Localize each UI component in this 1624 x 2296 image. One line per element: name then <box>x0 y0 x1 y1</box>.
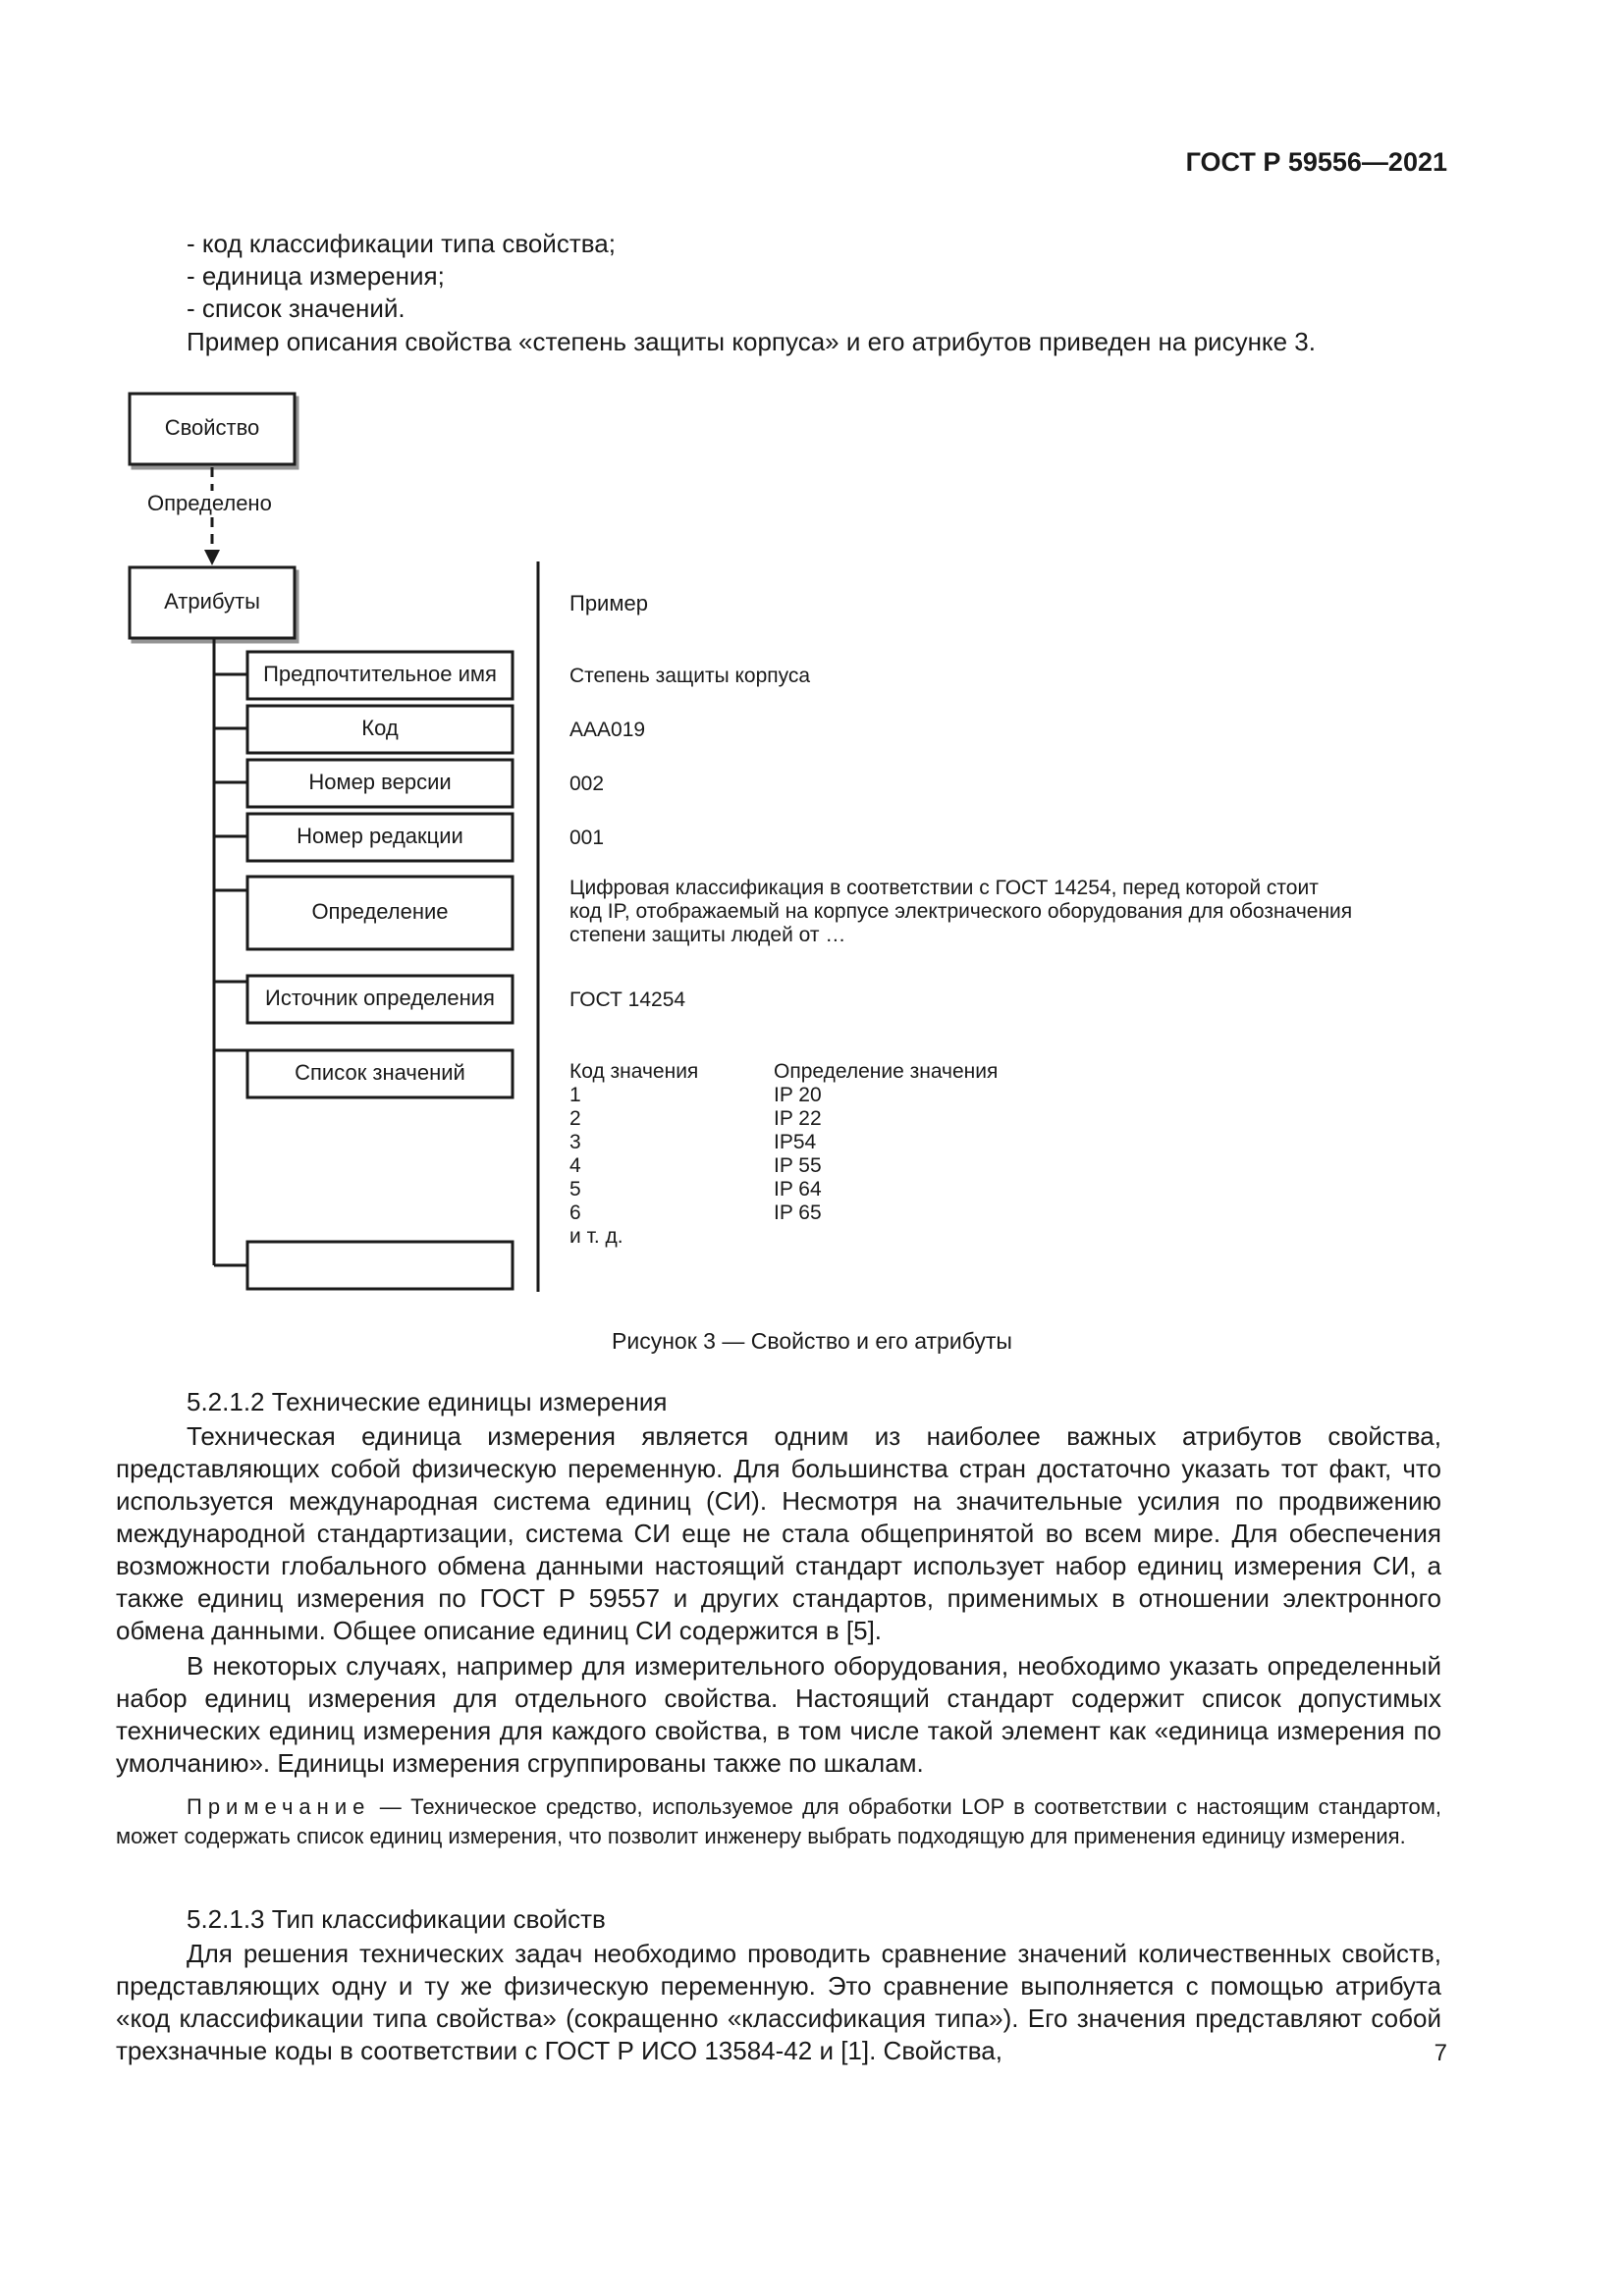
attribute-name: Номер редакции <box>297 824 463 848</box>
attribute-value: ГОСТ 14254 <box>569 988 686 1011</box>
attribute-box-empty <box>247 1242 513 1289</box>
value-table-col2-header: Определение значения <box>774 1060 999 1083</box>
paragraph: В некоторых случаях, например для измерительного оборудования, необходимо указать определенный набор единиц измерения для отдельного свойства. Настоящий стандарт содержит список допустимых технических единиц измерения для каждого свойства, в том числе такой элемент как «единица измерения по умолчанию». Единицы измерения сгруппированы также по шкалам. <box>116 1651 1441 1778</box>
section-heading: 5.2.1.3 Тип классификации свойств <box>187 1904 606 1934</box>
paragraph: Техническая единица измерения является одним из наиболее важных атрибутов свойства, представляющих собой физическую переменную. Для большинства стран достаточно указать тот факт, что используется международная система единиц (СИ). Несмотря на значительные усилия по продвижению международной стандартизации, система СИ еще не стала общепринятой во всем мире. Для обеспечения возможности глобального обмена данными настоящий стандарт использует набор единиц измерения СИ, а также единиц измерения по ГОСТ Р 59557 и других стандартов, применимых в отношении электронного обмена данными. Общее описание единиц СИ содержится в [5]. <box>116 1421 1441 1645</box>
note-label: Примечание <box>187 1794 371 1819</box>
attribute-value-line: код IP, отображаемый на корпусе электрического оборудования для обозначения <box>569 900 1353 923</box>
list-item: - единица измерения; <box>187 261 445 291</box>
attribute-name: Код <box>361 716 399 740</box>
page-number: 7 <box>1434 2040 1447 2066</box>
value-def: IP 55 <box>774 1154 822 1177</box>
value-def: IP 64 <box>774 1178 822 1201</box>
value-code: 6 <box>569 1201 581 1224</box>
value-code: 2 <box>569 1107 581 1130</box>
value-def: IP54 <box>774 1131 817 1153</box>
value-table-col1-header: Код значения <box>569 1060 699 1083</box>
attribute-value: 001 <box>569 827 605 849</box>
value-code: 1 <box>569 1084 581 1106</box>
defined-label: Определено <box>147 491 272 515</box>
list-item: - код классификации типа свойства; <box>187 229 616 258</box>
value-code: 5 <box>569 1178 581 1201</box>
list-item: - список значений. <box>187 294 406 323</box>
property-box-label: Свойство <box>164 415 260 440</box>
value-def: IP 65 <box>774 1201 822 1224</box>
note <box>116 1792 1441 1851</box>
value-code: 4 <box>569 1154 581 1177</box>
section-heading: 5.2.1.2 Технические единицы измерения <box>187 1387 668 1416</box>
attribute-value: AAA019 <box>569 719 646 741</box>
attribute-value-line: степени защиты людей от … <box>569 924 846 946</box>
attribute-value: 002 <box>569 773 605 795</box>
intro-sentence: Пример описания свойства «степень защиты корпуса» и его атрибутов приведен на рисунке 3. <box>187 327 1316 356</box>
attribute-name: Источник определения <box>265 986 495 1010</box>
attribute-value: Степень защиты корпуса <box>569 665 811 687</box>
attributes-box-label: Атрибуты <box>164 589 260 614</box>
example-header: Пример <box>569 591 648 615</box>
paragraph: Для решения технических задач необходимо проводить сравнение значений количественных свойств, представляющих одну и ту же физическую переменную. Это сравнение выполняется с помощью атрибута «код классификации типа свойства» (сокращенно «классификация типа»). Его значения представляют собой трехзначные коды в соответствии с ГОСТ Р ИСО 13584-42 и [1]. Свойства, <box>116 1939 1441 2065</box>
document-number: ГОСТ Р 59556—2021 <box>1185 147 1447 177</box>
attribute-name: Номер версии <box>308 770 452 794</box>
attribute-value-line: Цифровая классификация в соответствии с ГОСТ 14254, перед которой стоит <box>569 877 1319 899</box>
figure-caption: Рисунок 3 — Свойство и его атрибуты <box>612 1328 1012 1354</box>
attribute-name: Предпочтительное имя <box>263 662 497 686</box>
attribute-name: Определение <box>311 899 449 924</box>
value-table-etc: и т. д. <box>569 1225 623 1248</box>
attribute-name: Список значений <box>295 1060 465 1085</box>
value-code: 3 <box>569 1131 581 1153</box>
value-def: IP 20 <box>774 1084 822 1106</box>
note-text: — Техническое средство, используемое для обработки LOP в соответствии с настоящим стандартом, может содержать список единиц измерения, что позволит инженеру выбрать подходящую для применения единицу измерения. <box>116 1794 1441 1848</box>
value-def: IP 22 <box>774 1107 822 1130</box>
